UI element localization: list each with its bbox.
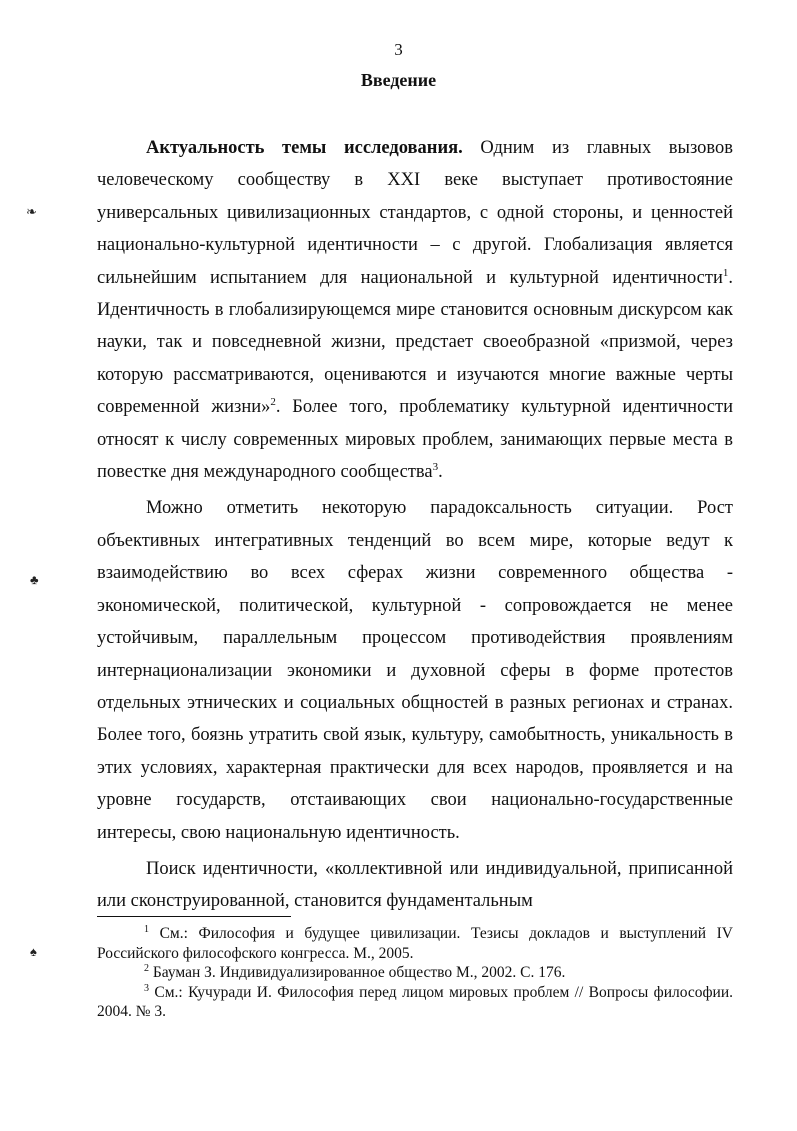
paragraph-text: . Идентичность в глобализирующемся мире становится основным дискурсом как науки, так и повседневной жизни, предстает своеобразной «призмой, через которую рассматриваются, оцениваются и изучаются многие важные черты современной жизни» [97,267,733,418]
paragraph-lead: Актуальность темы исследования. [146,138,463,158]
footnote-1 [97,924,733,963]
paragraph-text: . Более того, проблематику культурной идентичности относят к числу современных мировых проблем, занимающих первые места в повестке дня международного сообщества [97,397,733,483]
paragraph-1 [97,132,733,488]
footnote-ref-3[interactable]: 3 [432,460,439,473]
scan-mark-icon: ♣ [30,572,39,587]
paragraph-text: . [438,462,443,483]
paragraph-text: Одним из главных вызовов человеческому сообществу в XXI веке выступает противостояние универсальных цивилизационных стандартов, с одной стороны, и ценностей национально-культурной идентичности – с другой. Глобализация является сильнейшим испытанием для национальной и культурной идентичности [97,138,733,288]
footnote-text: См.: Философия и будущее цивилизации. Тезисы докладов и выступлений IV Российского философского конгресса. М., 2005. [97,925,733,962]
footnote-2 [97,963,733,983]
footnote-3 [97,983,733,1022]
footnote-ref-1[interactable]: 1 [722,266,729,279]
footnote-ref-2[interactable]: 2 [270,396,276,409]
footnote-text: Бауман З. Индивидуализированное общество М., 2002. С. 176. [149,964,566,981]
page-number: 3 [394,40,403,59]
footnote-number: 1 [144,923,149,935]
body-text [97,132,733,922]
footnote-divider [97,916,291,917]
footnote-number: 2 [144,962,149,974]
scan-mark-icon: ❧ [26,204,37,219]
scan-mark-icon: ♠ [30,944,37,959]
footnote-text: См.: Кучуради И. Философия перед лицом мировых проблем // Вопросы философии. 2004. № 3. [97,983,733,1020]
footnote-number: 3 [144,982,149,994]
footnotes [97,924,733,1022]
paragraph-3: Поиск идентичности, «коллективной или индивидуальной, приписанной или сконструированной, становится фундаментальным [97,858,733,912]
page-title: Введение [360,70,437,90]
paragraph-2: Можно отметить некоторую парадоксальность ситуации. Рост объективных интегративных тенденций во всем мире, которые ведут к взаимодействию во всех сферах жизни современного общества - экономической, политической, культурной - сопровождается не менее устойчивым, параллельным процессом противодействия проявлениям интернационализации экономики и духовной сферы в форме протестов отдельных этнических и социальных общностей в разных регионах и странах. Более того, боязнь утратить свой язык, культуру, самобытность, уникальность в этих условиях, характерная практически для всех народов, проявляется и на уровне государств, отстаивающих свои национально-государственные интересы, свою национальную идентичность. [97,498,733,843]
